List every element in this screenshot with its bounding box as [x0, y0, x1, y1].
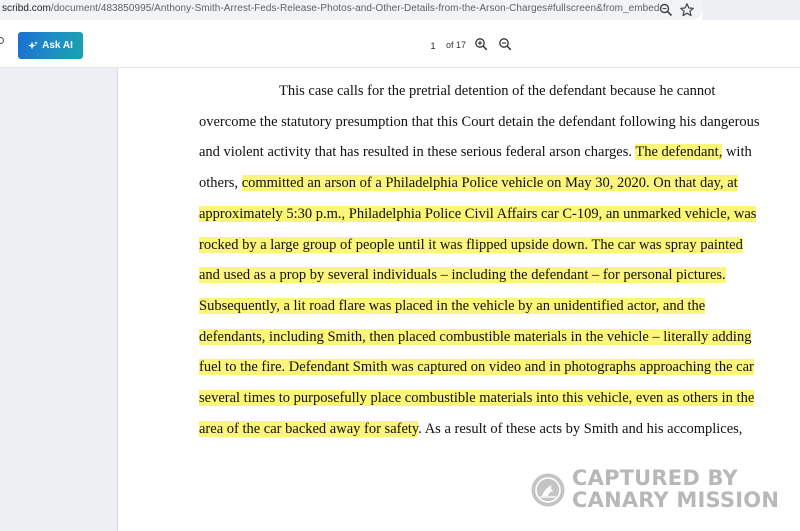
url-text[interactable] [2, 3, 660, 14]
document-line [199, 174, 738, 193]
highlighted-text: committed an arson of a Philadelphia Police vehicle on May 30, 2020. On that day, at [241, 175, 738, 192]
thumbnail-sidebar [0, 68, 118, 531]
document-line [199, 266, 726, 285]
document-line [279, 82, 715, 101]
line-text: and violent activity that has resulted in these serious federal arson charges. [199, 144, 636, 161]
highlighted-text: and used as a prop by several individuals – including the defendant – for personal pictures. [199, 267, 726, 284]
document-line [199, 236, 743, 255]
zoom-out-icon[interactable] [498, 37, 512, 51]
document-line [199, 358, 754, 377]
document-page [119, 68, 800, 531]
highlighted-text: area of the car backed away for safety [199, 420, 419, 437]
url-path: /document/483850995/Anthony-Smith-Arrest-Feds-Release-Photos-and-Other-Details-from-the-Arson-Charges#fullscreen&from_embed [50, 3, 660, 14]
line-text: . As a result of these acts by Smith and his accomplices, [418, 420, 743, 437]
line-text: overcome the statutory presumption that this Court detain the defendant following his dangerous [199, 113, 760, 130]
highlighted-text: fuel to the fire. Defendant Smith was captured on video and in photographs approaching the car [199, 359, 754, 376]
watermark-line-1: CAPTURED BY [572, 466, 738, 490]
ask-ai-label: Ask AI [42, 40, 73, 51]
url-field[interactable] [0, 0, 702, 20]
canary-logo-icon [530, 472, 566, 508]
menu-dot-icon[interactable] [0, 37, 4, 44]
search-zoom-icon[interactable] [658, 2, 674, 18]
highlighted-text: The defendant, [635, 144, 723, 161]
document-toolbar [0, 20, 800, 68]
page-number-input[interactable] [424, 38, 442, 53]
document-line [199, 389, 754, 408]
page-total-label: of 17 [446, 40, 467, 50]
watermark-line-2: CANARY MISSION [572, 488, 780, 512]
document-line [199, 420, 742, 439]
line-text: with [722, 144, 752, 161]
document-line [199, 205, 756, 224]
document-line [199, 143, 752, 162]
zoom-in-icon[interactable] [474, 37, 488, 51]
url-host: scribd.com [2, 3, 51, 14]
highlighted-text: approximately 5:30 p.m., Philadelphia Police Civil Affairs car C-109, an unmarked vehicle, was [199, 205, 757, 222]
document-line [199, 113, 760, 132]
document-line [199, 297, 705, 316]
star-icon[interactable] [679, 2, 695, 18]
sparkle-icon [28, 41, 38, 51]
line-text: others, [199, 175, 242, 192]
highlighted-text: rocked by a large group of people until it was flipped upside down. The car was spray painted [199, 236, 743, 253]
line-text: This case calls for the pretrial detention of the defendant because he cannot [279, 83, 716, 99]
highlighted-text: defendants, including Smith, then placed combustible materials in the vehicle – literally adding [199, 328, 752, 345]
window-controls-area [702, 0, 800, 20]
highlighted-text: several times to purposefully place combustible materials into this vehicle, even as others in the [199, 390, 755, 406]
highlighted-text: Subsequently, a lit road flare was placed in the vehicle by an unidentified actor, and the [199, 297, 706, 314]
browser-address-bar [0, 0, 800, 20]
document-line [199, 328, 751, 347]
ask-ai-button[interactable] [18, 32, 83, 59]
